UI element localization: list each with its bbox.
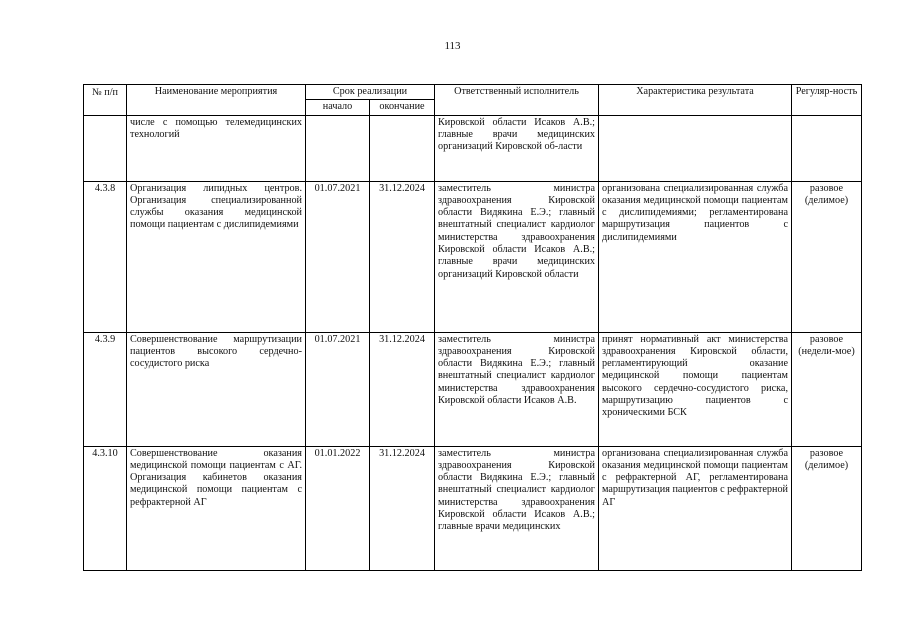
row-end xyxy=(370,115,435,181)
row-regularity xyxy=(792,115,862,181)
row-name: Совершенствование оказания медицинской помощи пациентам с АГ. Организация кабинетов оказания медицинской помощи пациентам с рефрактерной АГ xyxy=(127,446,306,570)
header-start: начало xyxy=(306,100,370,115)
row-end: 31.12.2024 xyxy=(370,446,435,570)
row-responsible: заместитель министра здравоохранения Кировской области Видякина Е.Э.; главный внештатный специалист кардиолог министерства здравоохранения Кировской области Исаков А.В.; главные врачи медицинских xyxy=(435,446,599,570)
row-result: организована специализированная служба оказания медицинской помощи пациентам с дислипидемиями; регламентирована маршрутизация пациентов с дислипидемиями xyxy=(599,181,792,332)
row-start xyxy=(306,115,370,181)
row-responsible: Кировской области Исаков А.В.; главные врачи медицинских организаций Кировской об-ласти xyxy=(435,115,599,181)
header-term: Срок реализации xyxy=(306,85,435,100)
row-result xyxy=(599,115,792,181)
row-regularity: разовое (делимое) xyxy=(792,181,862,332)
header-name: Наименование мероприятия xyxy=(127,85,306,116)
header-end: окончание xyxy=(370,100,435,115)
row-end: 31.12.2024 xyxy=(370,181,435,332)
row-number: 4.3.10 xyxy=(84,446,127,570)
header-result: Характеристика результата xyxy=(599,85,792,116)
row-end: 31.12.2024 xyxy=(370,332,435,446)
row-number: 4.3.9 xyxy=(84,332,127,446)
row-responsible: заместитель министра здравоохранения Кировской области Видякина Е.Э.; главный внештатный специалист кардиолог министерства здравоохранения Кировской области Исаков А.В.; главные врачи медицинских организаций Кировской области xyxy=(435,181,599,332)
row-name: Организация липидных центров. Организация специализированной службы оказания медицинской помощи пациентам с дислипидемиями xyxy=(127,181,306,332)
row-number: 4.3.8 xyxy=(84,181,127,332)
row-number xyxy=(84,115,127,181)
row-result: принят нормативный акт министерства здравоохранения Кировской области, регламентирующий оказание медицинской помощи пациентам высокого сердечно-сосудистого риска, маршрутизацию пациентов с хроническими БСК xyxy=(599,332,792,446)
header-number: № п/п xyxy=(84,85,127,116)
row-responsible: заместитель министра здравоохранения Кировской области Видякина Е.Э.; главный внештатный специалист кардиолог министерства здравоохранения Кировской области Исаков А.В. xyxy=(435,332,599,446)
row-start: 01.07.2021 xyxy=(306,181,370,332)
row-result: организована специализированная служба оказания медицинской помощи пациентам с рефрактерной АГ, регламентирована маршрутизация пациентов с рефрактерной АГ xyxy=(599,446,792,570)
table-row xyxy=(84,332,862,446)
header-responsible: Ответственный исполнитель xyxy=(435,85,599,116)
row-start: 01.01.2022 xyxy=(306,446,370,570)
header-regularity: Регуляр-ность xyxy=(792,85,862,116)
row-regularity: разовое (делимое) xyxy=(792,446,862,570)
row-regularity: разовое (недели-мое) xyxy=(792,332,862,446)
row-start: 01.07.2021 xyxy=(306,332,370,446)
measures-table xyxy=(83,84,862,571)
table-row xyxy=(84,446,862,570)
row-name: числе с помощью телемедицинских технологий xyxy=(127,115,306,181)
table-row xyxy=(84,115,862,181)
page-number: 113 xyxy=(444,40,461,52)
table-row xyxy=(84,181,862,332)
row-name: Совершенствование маршрутизации пациентов высокого сердечно-сосудистого риска xyxy=(127,332,306,446)
